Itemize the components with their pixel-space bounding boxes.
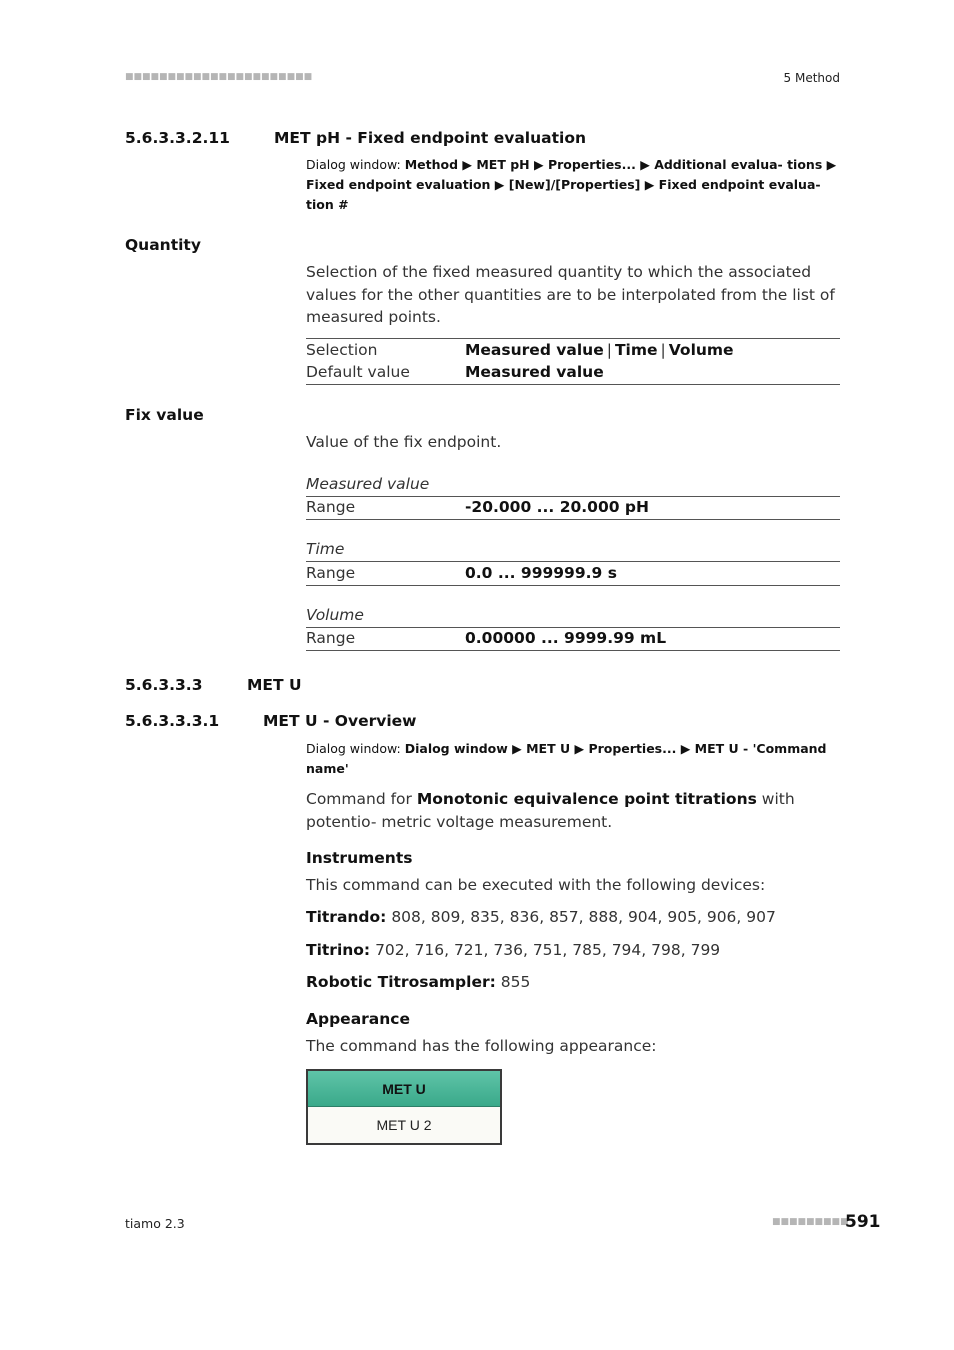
divider	[306, 338, 840, 339]
intro-bold: Monotonic equivalence point titrations	[416, 790, 757, 808]
device-line	[306, 906, 840, 929]
header-decoration: ■■■■■■■■■■■■■■■■■■■■■■	[125, 72, 313, 82]
separator: |	[660, 341, 666, 359]
command-block-title: MET U	[308, 1071, 500, 1107]
device-models: 855	[495, 973, 531, 991]
divider	[306, 496, 840, 497]
dialog-path-value: Dialog window ▶ MET U ▶ Properties... ▶ MET U - 'Command name'	[306, 741, 827, 776]
device-name: Robotic Titrosampler:	[306, 973, 496, 991]
range-group-name: Time	[306, 540, 345, 558]
separator: |	[606, 341, 612, 359]
instruments-text: This command can be executed with the following devices:	[306, 876, 766, 894]
selection-value	[465, 341, 734, 359]
divider	[306, 561, 840, 562]
footer-decoration: ■■■■■■■■■	[772, 1217, 849, 1227]
device-line	[306, 971, 840, 994]
dialog-path	[306, 739, 840, 779]
range-value: 0.0 ... 999999.9 s	[465, 564, 617, 582]
dialog-prefix: Dialog window:	[306, 741, 405, 756]
divider	[306, 384, 840, 385]
selection-option: Time	[614, 341, 658, 359]
default-label: Default value	[306, 363, 410, 381]
divider	[306, 627, 840, 628]
fix-value-heading: Fix value	[125, 406, 204, 424]
quantity-description: Selection of the fixed measured quantity to which the associated values for the other quantities are to be interpolated from the list of measured points.	[306, 263, 835, 326]
device-models: 702, 716, 721, 736, 751, 785, 794, 798, 799	[370, 941, 721, 959]
section-number: 5.6.3.3.2.11	[125, 129, 230, 147]
command-block	[306, 1069, 502, 1145]
appearance-heading: Appearance	[306, 1010, 410, 1028]
divider	[306, 585, 840, 586]
section-number: 5.6.3.3.3	[125, 676, 203, 694]
intro-text: with potentio- metric voltage measurement.	[306, 790, 795, 831]
range-label: Range	[306, 564, 356, 582]
range-label: Range	[306, 498, 356, 516]
instruments-heading: Instruments	[306, 849, 413, 867]
fix-value-description: Value of the fix endpoint.	[306, 433, 502, 451]
device-name: Titrino:	[306, 941, 371, 959]
quantity-heading: Quantity	[125, 236, 201, 254]
selection-option: Measured value	[465, 341, 604, 359]
range-group-name: Volume	[306, 606, 364, 624]
selection-label: Selection	[306, 341, 378, 359]
command-intro	[306, 788, 840, 833]
range-value: 0.00000 ... 9999.99 mL	[465, 629, 667, 647]
range-group-name: Measured value	[306, 475, 430, 493]
range-label: Range	[306, 629, 356, 647]
divider	[306, 519, 840, 520]
device-models: 808, 809, 835, 836, 857, 888, 904, 905, 906, 907	[386, 908, 776, 926]
intro-text: Command for	[306, 790, 417, 808]
dialog-path	[306, 155, 840, 215]
device-name: Titrando:	[306, 908, 387, 926]
range-value: -20.000 ... 20.000 pH	[465, 498, 649, 516]
section-title: MET U - Overview	[263, 712, 417, 730]
dialog-path-value: Method ▶ MET pH ▶ Properties... ▶ Additional evalua- tions ▶ Fixed endpoint evaluation ▶ [New]/[Properties] ▶ Fixed endpoint evalua- tion #	[306, 157, 837, 212]
product-name: tiamo 2.3	[125, 1216, 185, 1231]
device-line	[306, 939, 840, 962]
command-block-name: MET U 2	[376, 1117, 432, 1133]
appearance-text: The command has the following appearance:	[306, 1037, 657, 1055]
default-value: Measured value	[465, 363, 604, 381]
section-title: MET U	[247, 676, 302, 694]
selection-option: Volume	[668, 341, 734, 359]
dialog-prefix: Dialog window:	[306, 157, 405, 172]
chapter-label: 5 Method	[783, 71, 840, 85]
page-number: 591	[845, 1212, 881, 1232]
section-number: 5.6.3.3.3.1	[125, 712, 220, 730]
section-title: MET pH - Fixed endpoint evaluation	[274, 129, 587, 147]
divider	[306, 650, 840, 651]
